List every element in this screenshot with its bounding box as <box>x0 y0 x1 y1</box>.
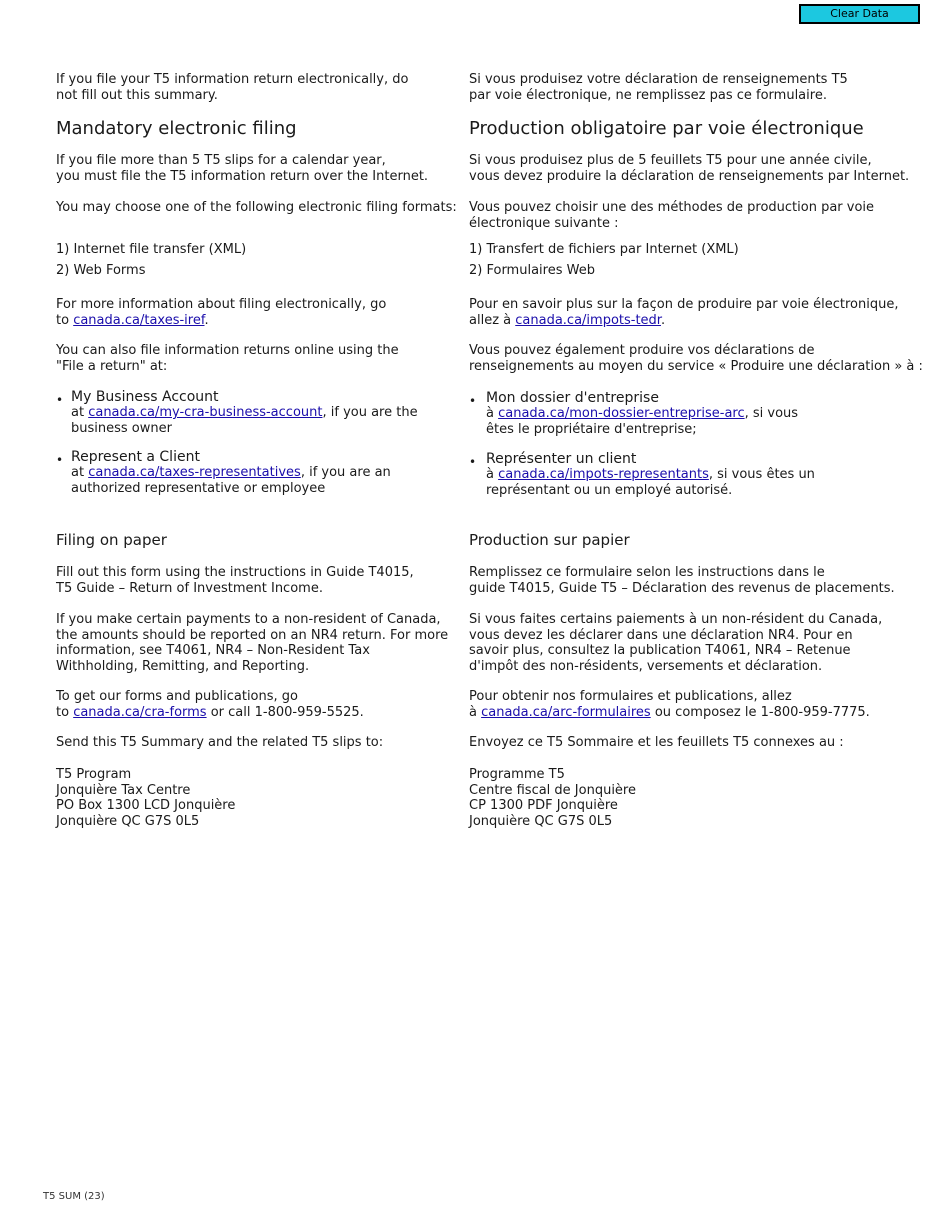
bullet-icon: • <box>56 453 64 467</box>
mandatory-filing-text: Si vous produisez plus de 5 feuillets T5 pour une année civile, vous devez produire la déclaration de renseignements par Internet. <box>469 153 910 184</box>
paper-filing-text: Fill out this form using the instructions in Guide T4015, T5 Guide – Return of Investment Income. <box>56 565 414 596</box>
online-filing-text: You can also file information returns online using the "File a return" at: <box>56 343 399 374</box>
format-item: 1) Internet file transfer (XML) <box>56 242 247 257</box>
online-filing-text: Vous pouvez également produire vos déclarations de renseignements au moyen du service « Produire une déclaration » à : <box>469 343 923 374</box>
paper-filing-heading: Filing on paper <box>56 531 167 549</box>
mandatory-filing-heading: Mandatory electronic filing <box>56 118 297 139</box>
taxes-representatives-link[interactable]: canada.ca/taxes-representatives <box>88 465 301 480</box>
taxes-iref-link[interactable]: canada.ca/taxes-iref <box>73 312 205 328</box>
arc-formulaires-link[interactable]: canada.ca/arc-formulaires <box>481 704 651 720</box>
impots-tedr-link[interactable]: canada.ca/impots-tedr <box>515 312 661 328</box>
more-info-text: Pour en savoir plus sur la façon de produire par voie électronique, allez à canada.ca/impots-tedr. <box>469 297 899 328</box>
format-item: 2) Formulaires Web <box>469 263 595 278</box>
send-text: Send this T5 Summary and the related T5 slips to: <box>56 735 384 750</box>
clear-data-button[interactable]: Clear Data <box>799 4 920 24</box>
forms-text: To get our forms and publications, go to canada.ca/cra-forms or call 1-800-959-5525. <box>56 689 364 720</box>
intro-text: If you file your T5 information return electronically, do not fill out this summary. <box>56 72 409 103</box>
form-identifier: T5 SUM (23) <box>43 1191 105 1202</box>
format-item: 2) Web Forms <box>56 263 146 278</box>
choose-format-text: Vous pouvez choisir une des méthodes de production par voie électronique suivante : <box>469 200 875 231</box>
mandatory-filing-heading: Production obligatoire par voie électronique <box>469 118 864 139</box>
paper-filing-text: Remplissez ce formulaire selon les instructions dans le guide T4015, Guide T5 – Déclaration des revenus de placements. <box>469 565 895 596</box>
cra-forms-link[interactable]: canada.ca/cra-forms <box>73 704 207 720</box>
bullet-icon: • <box>469 455 477 469</box>
impots-representants-link[interactable]: canada.ca/impots-representants <box>498 467 709 482</box>
choose-format-text: You may choose one of the following electronic filing formats: <box>56 200 457 215</box>
my-business-account-link[interactable]: canada.ca/my-cra-business-account <box>88 405 323 420</box>
more-info-text: For more information about filing electronically, go to canada.ca/taxes-iref. <box>56 297 387 328</box>
mailing-address: T5 Program Jonquière Tax Centre PO Box 1300 LCD Jonquière Jonquière QC G7S 0L5 <box>56 767 236 829</box>
forms-text: Pour obtenir nos formulaires et publications, allez à canada.ca/arc-formulaires ou composez le 1-800-959-7775. <box>469 689 870 720</box>
format-item: 1) Transfert de fichiers par Internet (XML) <box>469 242 739 257</box>
send-text: Envoyez ce T5 Sommaire et les feuillets T5 connexes au : <box>469 735 844 750</box>
mailing-address: Programme T5 Centre fiscal de Jonquière CP 1300 PDF Jonquière Jonquière QC G7S 0L5 <box>469 767 636 829</box>
paper-filing-heading: Production sur papier <box>469 531 630 549</box>
bullet-icon: • <box>56 393 64 407</box>
non-resident-text: If you make certain payments to a non-resident of Canada, the amounts should be reported on an NR4 return. For more information, see T4061, NR4 – Non-Resident Tax Withholding, Remitting, and Reporting. <box>56 612 449 674</box>
intro-text: Si vous produisez votre déclaration de renseignements T5 par voie électronique, ne remplissez pas ce formulaire. <box>469 72 848 103</box>
mandatory-filing-text: If you file more than 5 T5 slips for a calendar year, you must file the T5 information return over the Internet. <box>56 153 429 184</box>
mon-dossier-entreprise-link[interactable]: canada.ca/mon-dossier-entreprise-arc <box>498 406 745 421</box>
non-resident-text: Si vous faites certains paiements à un non-résident du Canada, vous devez les déclarer dans une déclaration NR4. Pour en savoir plus, consultez la publication T4061, NR4 – Retenue d'impôt des non-résidents, versements et déclaration. <box>469 612 883 674</box>
bullet-icon: • <box>469 394 477 408</box>
